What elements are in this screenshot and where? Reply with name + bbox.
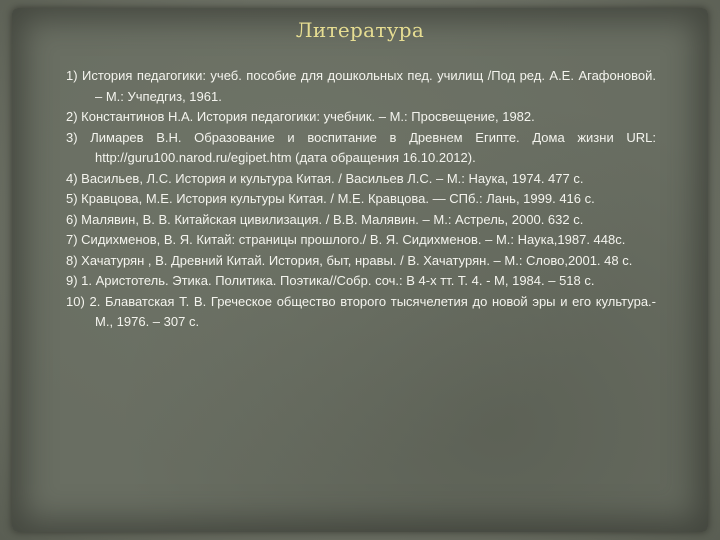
reference-item: 9) 1. Аристотель. Этика. Политика. Поэтика//Собр. соч.: В 4-х тт. Т. 4. - М, 1984. – 518 с.	[66, 273, 595, 288]
slide-title: Литература	[295, 18, 425, 42]
reference-item: 4) Васильев, Л.С. История и культура Китая. / Васильев Л.С. – М.: Наука, 1974. 477 с.	[66, 170, 584, 186]
reference-item: 1) История педагогики: учеб. пособие для дошкольных пед. училищ /Под ред. А.Е. Агафоновой. – М.: Учпедгиз, 1961.	[66, 68, 656, 104]
reference-item: 10) 2. Блаватская Т. В. Греческое общество второго тысячелетия до новой эры и его культура.- М., 1976. – 307 с.	[66, 293, 656, 329]
reference-item: 2) Константинов Н.А. История педагогики: учебник. – М.: Просвещение, 1982.	[66, 109, 535, 124]
reference-item: 6) Малявин, В. В. Китайская цивилизация. / В.В. Малявин. – М.: Астрель, 2000. 632 с.	[66, 211, 584, 227]
reference-item: 5) Кравцова, М.Е. История культуры Китая. / М.Е. Кравцова. — СПб.: Лань, 1999. 416 с.	[66, 191, 595, 206]
reference-item: 7) Сидихменов, В. Я. Китай: страницы прошлого./ В. Я. Сидихменов. – М.: Наука,1987. 448с.	[66, 232, 626, 247]
reference-item: 3) Лимарев В.Н. Образование и воспитание в Древнем Египте. Дома жизни URL: http://guru100.narod.ru/egipet.htm (дата обращения 16.10.2012).	[66, 129, 656, 165]
reference-list	[66, 66, 656, 333]
reference-item: 8) Хачатурян , В. Древний Китай. История, быт, нравы. / В. Хачатурян. – М.: Слово,2001. 48 с.	[66, 252, 633, 268]
